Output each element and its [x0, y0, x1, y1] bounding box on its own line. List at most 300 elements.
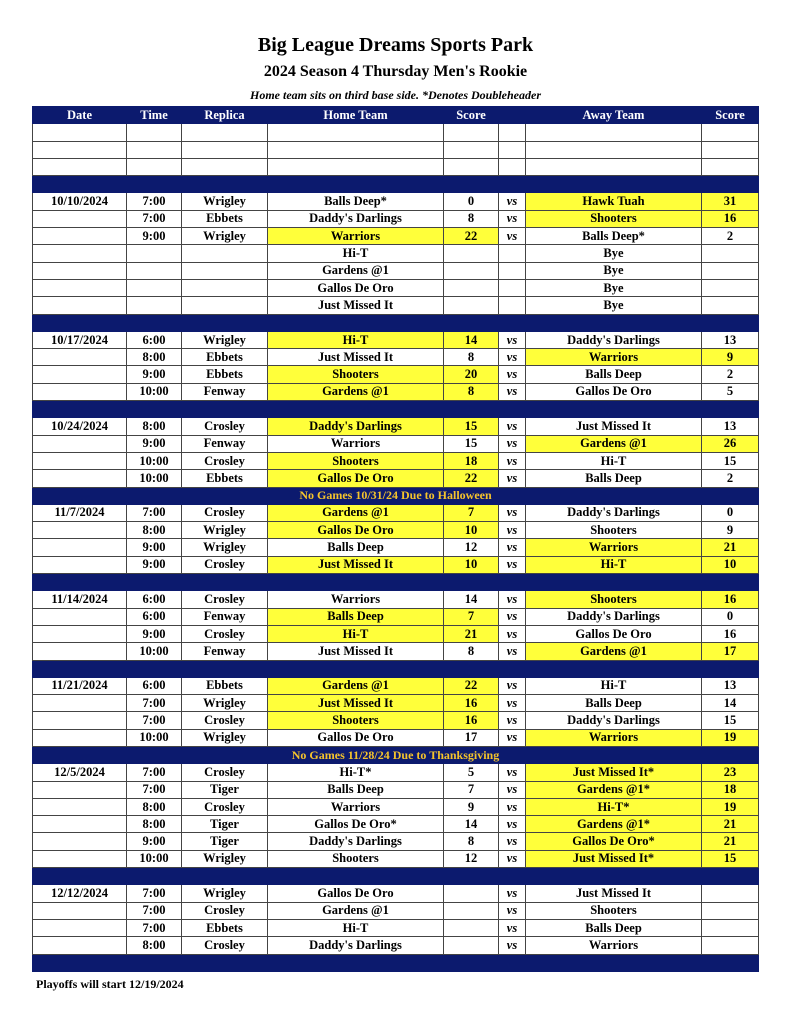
home-team: Shooters — [268, 712, 444, 729]
vs-label: vs — [499, 539, 526, 556]
home-team: Hi-T — [268, 625, 444, 642]
home-score: 14 — [444, 591, 499, 608]
game-replica-field: Tiger — [182, 816, 268, 833]
col-header-away-team: Away Team — [526, 107, 702, 124]
game-time: 8:00 — [127, 418, 182, 435]
away-score: 31 — [702, 193, 759, 210]
game-time: 10:00 — [127, 452, 182, 469]
vs-label: vs — [499, 418, 526, 435]
game-time: 10:00 — [127, 850, 182, 867]
home-team: Shooters — [268, 366, 444, 383]
vs-label: vs — [499, 764, 526, 781]
home-team: Gardens @1 — [268, 262, 444, 279]
game-row — [33, 919, 759, 936]
away-team: Balls Deep — [526, 366, 702, 383]
empty-cell — [33, 158, 127, 175]
blank-row — [33, 158, 759, 175]
game-replica-field — [182, 279, 268, 296]
vs-label: vs — [499, 729, 526, 746]
game-time — [127, 279, 182, 296]
separator-cell — [127, 574, 182, 591]
home-score: 8 — [444, 833, 499, 850]
game-row — [33, 435, 759, 452]
game-time: 10:00 — [127, 729, 182, 746]
game-row — [33, 539, 759, 556]
separator-cell — [702, 314, 759, 331]
game-date — [33, 850, 127, 867]
game-replica-field: Wrigley — [182, 331, 268, 348]
away-team: Gallos De Oro* — [526, 833, 702, 850]
col-header-replica: Replica — [182, 107, 268, 124]
vs-label: vs — [499, 522, 526, 539]
separator-cell — [702, 574, 759, 591]
vs-label: vs — [499, 228, 526, 245]
game-replica-field: Crosley — [182, 937, 268, 954]
game-date — [33, 452, 127, 469]
game-replica-field — [182, 297, 268, 314]
game-replica-field: Wrigley — [182, 228, 268, 245]
game-replica-field: Crosley — [182, 556, 268, 573]
game-time: 6:00 — [127, 331, 182, 348]
separator-cell — [127, 314, 182, 331]
vs-label: vs — [499, 349, 526, 366]
away-team: Shooters — [526, 591, 702, 608]
away-team: Balls Deep — [526, 695, 702, 712]
playoffs-note: Playoffs will start 12/19/2024 — [36, 977, 184, 991]
game-date — [33, 262, 127, 279]
separator-cell — [182, 660, 268, 677]
separator-cell — [702, 954, 759, 971]
separator-cell — [33, 954, 127, 971]
game-time: 9:00 — [127, 228, 182, 245]
game-date — [33, 366, 127, 383]
separator-cell — [499, 868, 526, 885]
game-date — [33, 625, 127, 642]
game-date — [33, 919, 127, 936]
game-date — [33, 729, 127, 746]
game-replica-field: Tiger — [182, 781, 268, 798]
away-score: 15 — [702, 452, 759, 469]
game-row — [33, 591, 759, 608]
home-score: 16 — [444, 695, 499, 712]
home-score: 5 — [444, 764, 499, 781]
game-row — [33, 262, 759, 279]
away-team: Just Missed It* — [526, 764, 702, 781]
game-replica-field: Fenway — [182, 608, 268, 625]
game-replica-field: Wrigley — [182, 729, 268, 746]
away-team: Gardens @1* — [526, 816, 702, 833]
game-replica-field: Ebbets — [182, 919, 268, 936]
away-team: Shooters — [526, 902, 702, 919]
away-score — [702, 297, 759, 314]
game-time: 9:00 — [127, 435, 182, 452]
game-row — [33, 677, 759, 694]
game-date — [33, 245, 127, 262]
home-score: 8 — [444, 383, 499, 400]
week-separator-row — [33, 314, 759, 331]
game-replica-field: Wrigley — [182, 539, 268, 556]
game-replica-field: Crosley — [182, 764, 268, 781]
game-date — [33, 383, 127, 400]
home-team: Hi-T — [268, 245, 444, 262]
separator-cell — [268, 574, 444, 591]
season-subtitle: 2024 Season 4 Thursday Men's Rookie — [263, 63, 528, 80]
home-team: Shooters — [268, 850, 444, 867]
away-score: 18 — [702, 781, 759, 798]
home-team: Daddy's Darlings — [268, 418, 444, 435]
empty-cell — [127, 158, 182, 175]
separator-cell — [526, 176, 702, 193]
game-date: 11/21/2024 — [33, 677, 127, 694]
game-date — [33, 470, 127, 487]
home-team: Gardens @1 — [268, 902, 444, 919]
separator-cell — [127, 176, 182, 193]
game-date — [33, 781, 127, 798]
game-date: 11/7/2024 — [33, 504, 127, 521]
game-row — [33, 522, 759, 539]
home-team: Just Missed It — [268, 643, 444, 660]
game-time: 10:00 — [127, 383, 182, 400]
week-separator-row — [33, 954, 759, 971]
empty-cell — [268, 158, 444, 175]
away-team: Gallos De Oro — [526, 625, 702, 642]
home-score: 18 — [444, 452, 499, 469]
home-team: Balls Deep* — [268, 193, 444, 210]
home-score: 10 — [444, 522, 499, 539]
home-team: Daddy's Darlings — [268, 833, 444, 850]
game-time: 7:00 — [127, 781, 182, 798]
home-team: Warriors — [268, 591, 444, 608]
game-date — [33, 643, 127, 660]
away-team: Hawk Tuah — [526, 193, 702, 210]
away-team: Daddy's Darlings — [526, 331, 702, 348]
away-team: Just Missed It — [526, 418, 702, 435]
game-row — [33, 349, 759, 366]
separator-cell — [526, 574, 702, 591]
col-header-date: Date — [33, 107, 127, 124]
home-score — [444, 262, 499, 279]
home-team: Gallos De Oro — [268, 729, 444, 746]
home-score — [444, 279, 499, 296]
game-date — [33, 937, 127, 954]
game-row — [33, 279, 759, 296]
home-score: 9 — [444, 798, 499, 815]
home-score: 0 — [444, 193, 499, 210]
home-team: Balls Deep — [268, 608, 444, 625]
game-row — [33, 816, 759, 833]
away-score: 0 — [702, 608, 759, 625]
home-team: Hi-T* — [268, 764, 444, 781]
vs-label: vs — [499, 608, 526, 625]
game-replica-field — [182, 245, 268, 262]
separator-cell — [268, 401, 444, 418]
game-row — [33, 556, 759, 573]
game-row — [33, 228, 759, 245]
game-replica-field: Crosley — [182, 798, 268, 815]
home-team: Just Missed It — [268, 349, 444, 366]
home-score — [444, 937, 499, 954]
game-replica-field: Wrigley — [182, 885, 268, 902]
home-team: Gallos De Oro — [268, 885, 444, 902]
separator-cell — [182, 314, 268, 331]
home-team: Balls Deep — [268, 539, 444, 556]
game-replica-field: Wrigley — [182, 193, 268, 210]
away-team: Hi-T — [526, 677, 702, 694]
vs-label: vs — [499, 695, 526, 712]
away-team: Bye — [526, 297, 702, 314]
empty-cell — [702, 158, 759, 175]
game-time: 7:00 — [127, 504, 182, 521]
home-team: Gallos De Oro — [268, 279, 444, 296]
no-games-notice-row — [33, 487, 759, 504]
home-score: 22 — [444, 228, 499, 245]
away-score: 13 — [702, 677, 759, 694]
vs-label — [499, 279, 526, 296]
home-team: Gallos De Oro — [268, 522, 444, 539]
empty-cell — [444, 141, 499, 158]
separator-cell — [182, 574, 268, 591]
game-row — [33, 504, 759, 521]
empty-cell — [33, 124, 127, 141]
game-time: 10:00 — [127, 470, 182, 487]
separator-cell — [33, 574, 127, 591]
separator-cell — [499, 954, 526, 971]
blank-row — [33, 141, 759, 158]
home-score: 10 — [444, 556, 499, 573]
home-team: Shooters — [268, 452, 444, 469]
game-date — [33, 228, 127, 245]
vs-label: vs — [499, 331, 526, 348]
vs-label — [499, 297, 526, 314]
vs-label: vs — [499, 937, 526, 954]
home-score: 14 — [444, 331, 499, 348]
game-row — [33, 729, 759, 746]
game-replica-field: Ebbets — [182, 470, 268, 487]
home-score: 16 — [444, 712, 499, 729]
away-score: 26 — [702, 435, 759, 452]
game-row — [33, 695, 759, 712]
separator-cell — [526, 954, 702, 971]
game-time: 8:00 — [127, 349, 182, 366]
separator-cell — [499, 660, 526, 677]
vs-label: vs — [499, 193, 526, 210]
game-date: 12/5/2024 — [33, 764, 127, 781]
game-time: 9:00 — [127, 833, 182, 850]
away-score: 2 — [702, 366, 759, 383]
away-score: 9 — [702, 349, 759, 366]
away-score: 21 — [702, 816, 759, 833]
game-replica-field: Ebbets — [182, 366, 268, 383]
week-separator-row — [33, 868, 759, 885]
no-games-notice: No Games 10/31/24 Due to Halloween — [33, 487, 759, 504]
away-team: Daddy's Darlings — [526, 504, 702, 521]
away-team: Gardens @1 — [526, 435, 702, 452]
vs-label: vs — [499, 712, 526, 729]
separator-cell — [268, 314, 444, 331]
separator-cell — [444, 314, 499, 331]
game-row — [33, 452, 759, 469]
game-replica-field: Wrigley — [182, 695, 268, 712]
separator-cell — [268, 868, 444, 885]
no-games-notice: No Games 11/28/24 Due to Thanksgiving — [33, 746, 759, 763]
game-replica-field: Crosley — [182, 902, 268, 919]
game-date: 12/12/2024 — [33, 885, 127, 902]
empty-cell — [499, 158, 526, 175]
game-date — [33, 349, 127, 366]
empty-cell — [268, 141, 444, 158]
separator-cell — [444, 868, 499, 885]
game-time: 6:00 — [127, 608, 182, 625]
away-score: 17 — [702, 643, 759, 660]
home-score: 14 — [444, 816, 499, 833]
vs-label: vs — [499, 366, 526, 383]
schedule-body — [33, 124, 759, 972]
vs-label: vs — [499, 591, 526, 608]
away-score: 19 — [702, 798, 759, 815]
schedule-note: Home team sits on third base side. *Denotes Doubleheader — [250, 88, 541, 102]
away-team: Gardens @1 — [526, 643, 702, 660]
home-team: Hi-T — [268, 919, 444, 936]
game-time: 7:00 — [127, 764, 182, 781]
vs-label: vs — [499, 383, 526, 400]
game-replica-field: Crosley — [182, 625, 268, 642]
separator-cell — [444, 954, 499, 971]
separator-cell — [499, 574, 526, 591]
separator-cell — [702, 868, 759, 885]
week-separator-row — [33, 176, 759, 193]
home-score — [444, 245, 499, 262]
away-score: 16 — [702, 625, 759, 642]
game-row — [33, 643, 759, 660]
game-row — [33, 608, 759, 625]
away-score: 13 — [702, 331, 759, 348]
vs-label: vs — [499, 902, 526, 919]
home-team: Gardens @1 — [268, 677, 444, 694]
game-date: 10/24/2024 — [33, 418, 127, 435]
away-team: Daddy's Darlings — [526, 608, 702, 625]
separator-cell — [33, 176, 127, 193]
home-team: Just Missed It — [268, 556, 444, 573]
home-team: Daddy's Darlings — [268, 210, 444, 227]
game-time: 9:00 — [127, 556, 182, 573]
separator-cell — [499, 176, 526, 193]
vs-label: vs — [499, 452, 526, 469]
empty-cell — [127, 124, 182, 141]
home-score: 12 — [444, 850, 499, 867]
home-score: 22 — [444, 470, 499, 487]
game-row — [33, 850, 759, 867]
game-replica-field: Ebbets — [182, 677, 268, 694]
separator-cell — [127, 401, 182, 418]
empty-cell — [526, 124, 702, 141]
empty-cell — [702, 141, 759, 158]
away-team: Balls Deep* — [526, 228, 702, 245]
empty-cell — [182, 141, 268, 158]
separator-cell — [33, 401, 127, 418]
game-replica-field — [182, 262, 268, 279]
game-date — [33, 798, 127, 815]
away-team: Bye — [526, 262, 702, 279]
game-row — [33, 833, 759, 850]
vs-label: vs — [499, 625, 526, 642]
game-date: 11/14/2024 — [33, 591, 127, 608]
empty-cell — [127, 141, 182, 158]
separator-cell — [444, 574, 499, 591]
game-row — [33, 366, 759, 383]
game-time: 7:00 — [127, 902, 182, 919]
home-score: 8 — [444, 210, 499, 227]
away-team: Balls Deep — [526, 919, 702, 936]
game-time: 9:00 — [127, 366, 182, 383]
game-time: 7:00 — [127, 919, 182, 936]
page-title: Big League Dreams Sports Park — [257, 34, 534, 56]
game-row — [33, 418, 759, 435]
separator-cell — [526, 660, 702, 677]
vs-label: vs — [499, 470, 526, 487]
game-date — [33, 833, 127, 850]
game-replica-field: Wrigley — [182, 850, 268, 867]
vs-label: vs — [499, 556, 526, 573]
separator-cell — [33, 868, 127, 885]
vs-label: vs — [499, 643, 526, 660]
vs-label: vs — [499, 798, 526, 815]
home-score: 7 — [444, 608, 499, 625]
game-row — [33, 764, 759, 781]
separator-cell — [127, 868, 182, 885]
game-date — [33, 695, 127, 712]
away-score: 19 — [702, 729, 759, 746]
empty-cell — [526, 158, 702, 175]
vs-label: vs — [499, 885, 526, 902]
home-team: Gallos De Oro* — [268, 816, 444, 833]
empty-cell — [268, 124, 444, 141]
away-team: Shooters — [526, 210, 702, 227]
away-score — [702, 885, 759, 902]
empty-cell — [444, 124, 499, 141]
home-team: Gardens @1 — [268, 504, 444, 521]
away-score — [702, 279, 759, 296]
game-time: 8:00 — [127, 522, 182, 539]
header-row — [33, 107, 759, 124]
game-replica-field: Ebbets — [182, 349, 268, 366]
week-separator-row — [33, 574, 759, 591]
game-date — [33, 539, 127, 556]
separator-cell — [268, 660, 444, 677]
home-score: 22 — [444, 677, 499, 694]
col-header-away-score: Score — [702, 107, 759, 124]
game-time: 7:00 — [127, 695, 182, 712]
away-score: 15 — [702, 712, 759, 729]
separator-cell — [182, 176, 268, 193]
game-date — [33, 902, 127, 919]
game-time: 6:00 — [127, 591, 182, 608]
game-row — [33, 383, 759, 400]
game-time: 8:00 — [127, 816, 182, 833]
home-score — [444, 919, 499, 936]
away-team: Bye — [526, 279, 702, 296]
game-time: 9:00 — [127, 539, 182, 556]
away-score: 23 — [702, 764, 759, 781]
game-row — [33, 781, 759, 798]
away-score — [702, 902, 759, 919]
home-team: Gallos De Oro — [268, 470, 444, 487]
game-date — [33, 297, 127, 314]
game-time: 7:00 — [127, 193, 182, 210]
game-row — [33, 902, 759, 919]
vs-label: vs — [499, 435, 526, 452]
game-replica-field: Crosley — [182, 591, 268, 608]
game-replica-field: Fenway — [182, 383, 268, 400]
